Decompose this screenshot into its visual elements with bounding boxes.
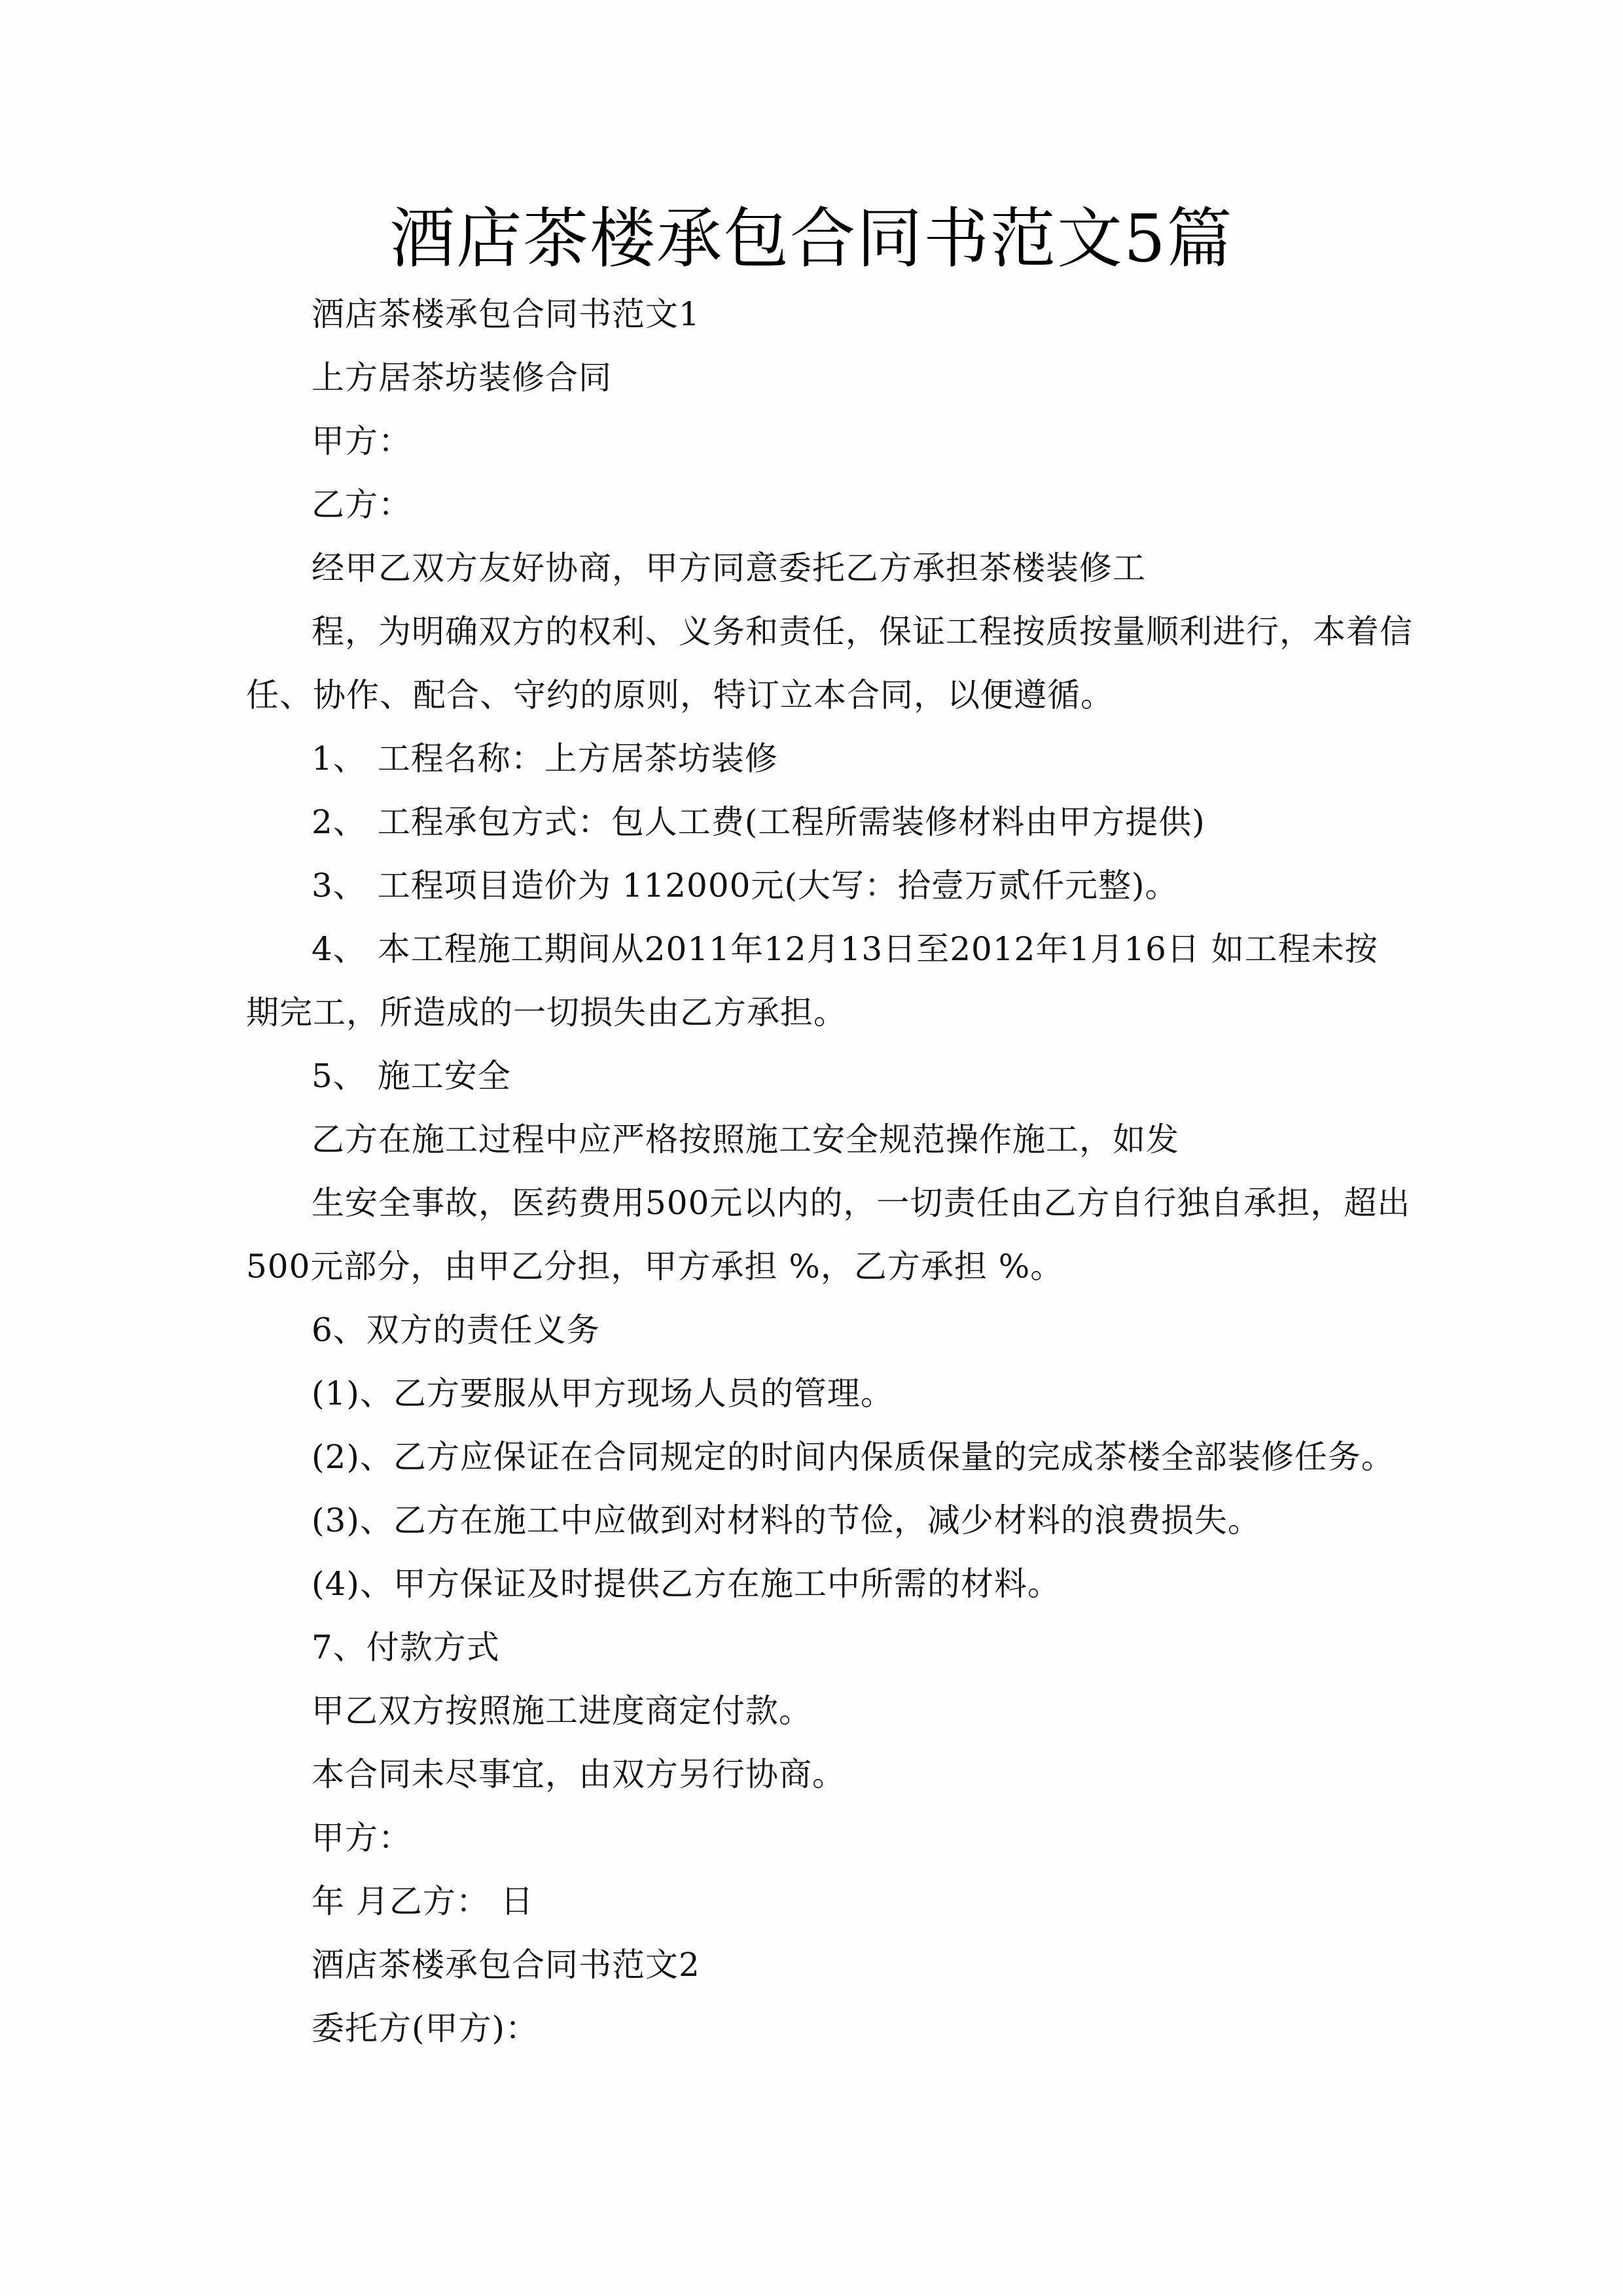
paragraph-line: 酒店茶楼承包合同书范文1 (312, 295, 700, 333)
paragraph-line: 乙方在施工过程中应严格按照施工安全规范操作施工，如发 (312, 1121, 1179, 1158)
paragraph-line: (2)、乙方应保证在合同规定的时间内保质保量的完成茶楼全部装修任务。 (312, 1438, 1395, 1476)
paragraph-line: 5、 施工安全 (312, 1057, 511, 1095)
paragraph-line: 生安全事故，医药费用500元以内的，一切责任由乙方自行独自承担，超出 (312, 1184, 1411, 1222)
paragraph-line: 乙方： (312, 486, 412, 524)
paragraph-line: 2、 工程承包方式：包人工费(工程所需装修材料由甲方提供) (312, 803, 1205, 841)
paragraph-line: 1、 工程名称：上方居茶坊装修 (312, 740, 778, 778)
paragraph-line: 委托方(甲方)： (312, 2009, 539, 2047)
paragraph-line: 酒店茶楼承包合同书范文2 (312, 1946, 700, 1984)
paragraph-line: (4)、甲方保证及时提供乙方在施工中所需的材料。 (312, 1565, 1061, 1603)
paragraph-line: 甲乙双方按照施工进度商定付款。 (312, 1692, 812, 1730)
paragraph-line: 经甲乙双方友好协商，甲方同意委托乙方承担茶楼装修工 (312, 549, 1146, 587)
paragraph-line: 500元部分，由甲乙分担，甲方承担 %，乙方承担 %。 (246, 1247, 1064, 1285)
paragraph-line: 7、付款方式 (312, 1628, 500, 1666)
paragraph-line: 4、 本工程施工期间从2011年12月13日至2012年1月16日 如工程未按 (312, 930, 1378, 968)
document-title: 酒店茶楼承包合同书范文5篇 (389, 200, 1234, 277)
paragraph-line: 6、双方的责任义务 (312, 1311, 600, 1349)
paragraph-line: (3)、乙方在施工中应做到对材料的节俭，减少材料的浪费损失。 (312, 1501, 1261, 1539)
paragraph-line: 本合同未尽事宜，由双方另行协商。 (312, 1755, 846, 1793)
paragraph-line: 上方居茶坊装修合同 (312, 359, 612, 397)
paragraph-line: 3、 工程项目造价为 112000元(大写：拾壹万贰仟元整)。 (312, 867, 1179, 905)
paragraph-line: 程，为明确双方的权利、义务和责任，保证工程按质按量顺利进行，本着信 (312, 613, 1413, 651)
paragraph-line: 年 月乙方： 日 (312, 1882, 534, 1920)
paragraph-line: 甲方： (312, 1819, 412, 1857)
paragraph-line: 期完工，所造成的一切损失由乙方承担。 (246, 994, 847, 1031)
paragraph-line: (1)、乙方要服从甲方现场人员的管理。 (312, 1374, 894, 1412)
paragraph-line: 甲方： (312, 422, 412, 460)
paragraph-line: 任、协作、配合、守约的原则，特订立本合同，以便遵循。 (246, 676, 1114, 714)
